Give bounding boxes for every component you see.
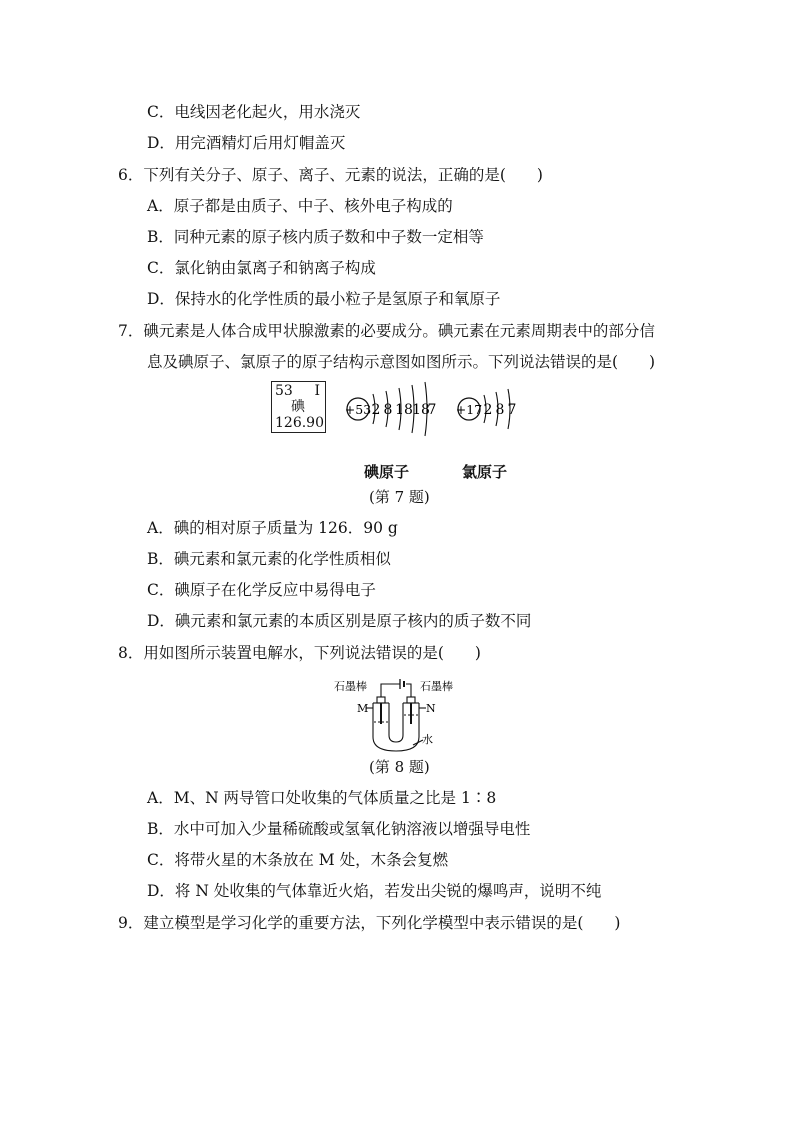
q7-figure-caption: (第 7 题): [369, 488, 430, 506]
q8-figure-caption: (第 8 题): [369, 758, 430, 776]
q5-option-d: D．用完酒精灯后用灯帽盖灭: [147, 134, 346, 152]
chlorine-shell-2: 8: [495, 402, 505, 418]
iodine-shell-2: 8: [383, 402, 393, 418]
left-tube-stopper: [377, 697, 385, 703]
q8-option-b: B．水中可加入少量稀硫酸或氢氧化钠溶液以增强导电性: [147, 820, 531, 838]
chlorine-atom-diagram: [456, 389, 517, 429]
iodine-nucleus-charge: +53: [344, 402, 372, 417]
chlorine-electron-shells: [484, 389, 510, 429]
outlet-m-label: M: [357, 702, 369, 715]
left-wire: [381, 684, 400, 697]
u-tube-outer: [373, 727, 419, 751]
iodine-shell-counts: [372, 402, 437, 418]
outlet-n-label: N: [426, 702, 436, 715]
u-tube-inner: [389, 727, 403, 742]
iodine-shell-4: 18: [412, 402, 430, 418]
chlorine-shell-counts: [484, 402, 517, 418]
chlorine-atom-label: 氯原子: [462, 463, 508, 481]
water-label: 水: [422, 733, 433, 746]
left-electrode-label: 石墨棒: [334, 680, 367, 693]
q8-option-d: D．将 N 处收集的气体靠近火焰，若发出尖锐的爆鸣声，说明不纯: [147, 882, 602, 900]
q7-stem-line1: 7．碘元素是人体合成甲状腺激素的必要成分。碘元素在元素周期表中的部分信: [118, 322, 655, 340]
q6-option-b: B．同种元素的原子核内质子数和中子数一定相等: [147, 228, 484, 246]
q6-option-a: A．原子都是由质子、中子、核外电子构成的: [147, 197, 453, 215]
iodine-element-card: [271, 381, 326, 433]
iodine-nucleus-circle: [344, 398, 372, 420]
chlorine-nucleus-circle: [455, 398, 483, 420]
iodine-shell-5: 7: [427, 402, 437, 418]
iodine-electron-shells: [373, 382, 427, 436]
q7-option-a: A．碘的相对原子质量为 126．90 g: [147, 519, 398, 537]
iodine-shell-3: 18: [395, 402, 413, 418]
iodine-atom-diagram: [345, 382, 437, 436]
electrolysis-apparatus: [366, 679, 426, 751]
q5-option-c: C．电线因老化起火，用水浇灭: [147, 103, 361, 121]
q6-stem: 6．下列有关分子、原子、离子、元素的说法，正确的是( ): [118, 166, 543, 184]
element-atomic-number: 53: [275, 383, 293, 399]
right-electrode-label: 石墨棒: [420, 680, 453, 693]
q9-stem: 9．建立模型是学习化学的重要方法，下列化学模型中表示错误的是( ): [118, 914, 621, 932]
water-pointer: [413, 740, 423, 745]
q7-option-d: D．碘元素和氯元素的本质区别是原子核内的质子数不同: [147, 612, 532, 630]
q7-option-c: C．碘原子在化学反应中易得电子: [147, 581, 376, 599]
element-mass: 126.90: [275, 415, 324, 431]
right-wire: [406, 684, 411, 697]
q7-option-b: B．碘元素和氯元素的化学性质相似: [147, 550, 391, 568]
chlorine-shell-1: 2: [483, 402, 493, 418]
q6-option-d: D．保持水的化学性质的最小粒子是氢原子和氧原子: [147, 290, 501, 308]
q7-stem-line2: 息及碘原子、氯原子的原子结构示意图如图所示。下列说法错误的是( ): [147, 353, 656, 371]
iodine-atom-label: 碘原子: [364, 463, 410, 481]
element-symbol: I: [314, 383, 320, 399]
q6-option-c: C．氯化钠由氯离子和钠离子构成: [147, 259, 376, 277]
q8-stem: 8．用如图所示装置电解水，下列说法错误的是( ): [118, 644, 481, 662]
chlorine-shell-3: 7: [507, 402, 517, 418]
q8-option-a: A．M、N 两导管口处收集的气体质量之比是 1∶8: [147, 789, 497, 807]
right-tube-stopper: [407, 697, 415, 703]
chlorine-nucleus-charge: +17: [455, 402, 483, 417]
element-name: 碘: [291, 399, 305, 415]
apparatus-labels: [334, 679, 453, 746]
iodine-shell-1: 2: [371, 402, 381, 418]
q8-option-c: C．将带火星的木条放在 M 处，木条会复燃: [147, 851, 449, 869]
